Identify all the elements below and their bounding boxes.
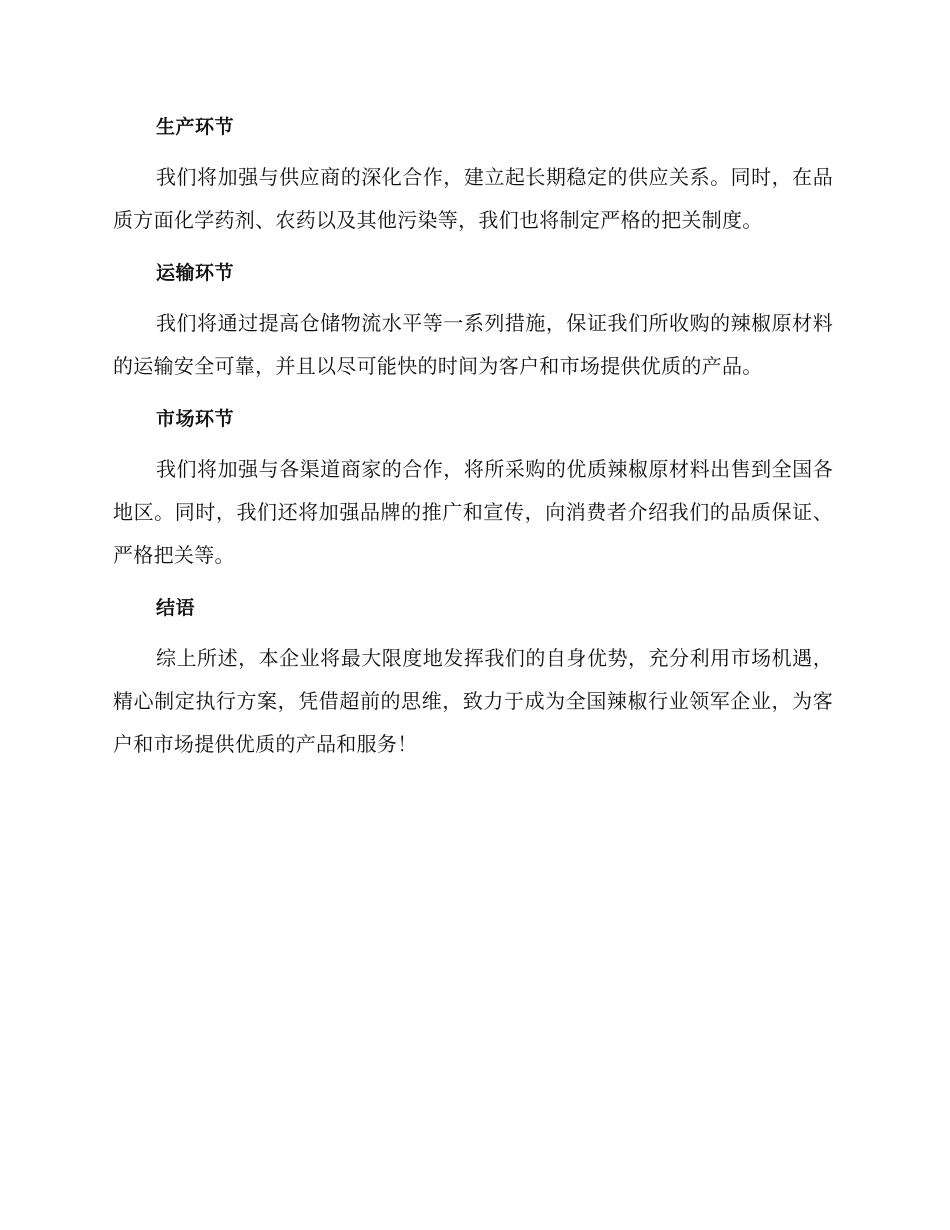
section-heading: 市场环节 — [156, 408, 235, 430]
section-paragraph: 我们将加强与各渠道商家的合作，将所采购的优质辣椒原材料出售到全国各地区。同时，我们还将加强品牌的推广和宣传，向消费者介绍我们的品质保证、严格把关等。 — [113, 457, 833, 567]
section-paragraph: 综上所述，本企业将最大限度地发挥我们的自身优势，充分利用市场机遇，精心制定执行方案，凭借超前的思维，致力于成为全国辣椒行业领军企业，为客户和市场提供优质的产品和服务！ — [113, 646, 833, 756]
section-paragraph: 我们将加强与供应商的深化合作，建立起长期稳定的供应关系。同时，在品质方面化学药剂、农药以及其他污染等，我们也将制定严格的把关制度。 — [113, 165, 833, 232]
section-production — [113, 108, 833, 242]
section-heading: 结语 — [156, 597, 196, 619]
section-heading: 运输环节 — [156, 262, 235, 284]
section-transport — [113, 254, 833, 388]
section-market — [113, 400, 833, 577]
section-paragraph: 我们将通过提高仓储物流水平等一系列措施，保证我们所收购的辣椒原材料的运输安全可靠，并且以尽可能快的时间为客户和市场提供优质的产品。 — [113, 311, 833, 378]
document-body — [113, 108, 833, 778]
section-heading: 生产环节 — [156, 116, 235, 138]
section-conclusion — [113, 589, 833, 766]
